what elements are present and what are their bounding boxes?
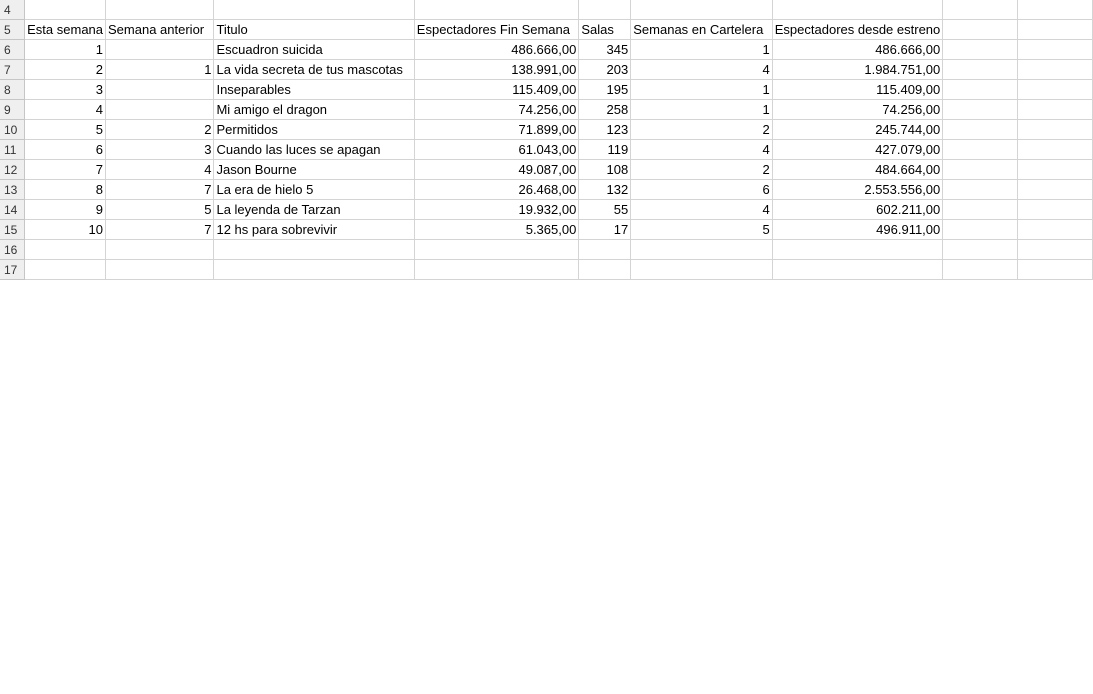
total-viewers-cell[interactable]: 1.984.751,00 xyxy=(772,60,943,80)
screens-cell[interactable]: 119 xyxy=(579,140,631,160)
cell[interactable] xyxy=(943,240,1018,260)
screens-cell[interactable]: 108 xyxy=(579,160,631,180)
cell[interactable] xyxy=(943,160,1018,180)
title-cell[interactable]: La leyenda de Tarzan xyxy=(214,200,414,220)
cell[interactable] xyxy=(943,220,1018,240)
spreadsheet-grid xyxy=(0,0,1093,280)
sheet-row xyxy=(0,260,1093,280)
row-header[interactable]: 5 xyxy=(0,20,25,40)
total-viewers-cell[interactable]: 115.409,00 xyxy=(772,80,943,100)
cell[interactable] xyxy=(414,0,579,20)
title-cell[interactable]: 12 hs para sobrevivir xyxy=(214,220,414,240)
weekend-viewers-cell[interactable]: 486.666,00 xyxy=(414,40,579,60)
screens-cell[interactable]: 123 xyxy=(579,120,631,140)
previous-rank-cell[interactable]: 1 xyxy=(106,60,214,80)
previous-rank-cell[interactable]: 7 xyxy=(106,180,214,200)
weeks-cell[interactable]: 2 xyxy=(631,120,773,140)
header-salas[interactable]: Salas xyxy=(579,20,631,40)
table-row xyxy=(0,60,1093,80)
rank-cell[interactable]: 9 xyxy=(25,200,106,220)
total-viewers-cell[interactable]: 484.664,00 xyxy=(772,160,943,180)
cell[interactable] xyxy=(414,260,579,280)
sheet-row xyxy=(0,0,1093,20)
weekend-viewers-cell[interactable]: 49.087,00 xyxy=(414,160,579,180)
total-viewers-cell[interactable]: 2.553.556,00 xyxy=(772,180,943,200)
cell[interactable] xyxy=(1018,180,1093,200)
cell[interactable] xyxy=(1018,140,1093,160)
header-espectadores-estreno[interactable]: Espectadores desde estreno xyxy=(772,20,943,40)
title-cell[interactable]: Jason Bourne xyxy=(214,160,414,180)
title-cell[interactable]: La era de hielo 5 xyxy=(214,180,414,200)
header-row xyxy=(0,20,1093,40)
weeks-cell[interactable]: 5 xyxy=(631,220,773,240)
cell[interactable] xyxy=(943,0,1018,20)
header-espectadores-fin-semana[interactable]: Espectadores Fin Semana xyxy=(414,20,579,40)
table-row xyxy=(0,200,1093,220)
weeks-cell[interactable]: 4 xyxy=(631,140,773,160)
screens-cell[interactable]: 132 xyxy=(579,180,631,200)
total-viewers-cell[interactable]: 496.911,00 xyxy=(772,220,943,240)
table-row xyxy=(0,100,1093,120)
cell[interactable] xyxy=(414,240,579,260)
cell[interactable] xyxy=(772,260,943,280)
rank-cell[interactable]: 1 xyxy=(25,40,106,60)
cell[interactable] xyxy=(772,0,943,20)
table-row xyxy=(0,220,1093,240)
rank-cell[interactable]: 10 xyxy=(25,220,106,240)
row-header[interactable]: 15 xyxy=(0,220,25,240)
previous-rank-cell[interactable]: 5 xyxy=(106,200,214,220)
cell[interactable] xyxy=(943,20,1018,40)
cell[interactable] xyxy=(1018,200,1093,220)
cell[interactable] xyxy=(943,140,1018,160)
screens-cell[interactable]: 203 xyxy=(579,60,631,80)
cell[interactable] xyxy=(772,240,943,260)
previous-rank-cell[interactable] xyxy=(106,100,214,120)
table-row xyxy=(0,140,1093,160)
row-header[interactable]: 17 xyxy=(0,260,25,280)
cell[interactable] xyxy=(579,260,631,280)
cell[interactable] xyxy=(579,240,631,260)
row-header[interactable]: 16 xyxy=(0,240,25,260)
total-viewers-cell[interactable]: 74.256,00 xyxy=(772,100,943,120)
weekend-viewers-cell[interactable]: 5.365,00 xyxy=(414,220,579,240)
cell[interactable] xyxy=(943,260,1018,280)
weeks-cell[interactable]: 2 xyxy=(631,160,773,180)
cell[interactable] xyxy=(631,260,773,280)
weekend-viewers-cell[interactable]: 71.899,00 xyxy=(414,120,579,140)
cell[interactable] xyxy=(1018,40,1093,60)
cell[interactable] xyxy=(25,240,106,260)
cell[interactable] xyxy=(943,100,1018,120)
previous-rank-cell[interactable]: 4 xyxy=(106,160,214,180)
cell[interactable] xyxy=(214,240,414,260)
cell[interactable] xyxy=(25,260,106,280)
cell[interactable] xyxy=(1018,220,1093,240)
previous-rank-cell[interactable]: 7 xyxy=(106,220,214,240)
title-cell[interactable]: La vida secreta de tus mascotas xyxy=(214,60,414,80)
cell[interactable] xyxy=(1018,60,1093,80)
row-header[interactable]: 6 xyxy=(0,40,25,60)
total-viewers-cell[interactable]: 245.744,00 xyxy=(772,120,943,140)
cell[interactable] xyxy=(106,0,214,20)
cell[interactable] xyxy=(1018,100,1093,120)
weeks-cell[interactable]: 1 xyxy=(631,80,773,100)
previous-rank-cell[interactable]: 2 xyxy=(106,120,214,140)
header-semanas-cartelera[interactable]: Semanas en Cartelera xyxy=(631,20,773,40)
cell[interactable] xyxy=(1018,240,1093,260)
cell[interactable] xyxy=(579,0,631,20)
header-titulo[interactable]: Titulo xyxy=(214,20,414,40)
row-header[interactable]: 7 xyxy=(0,60,25,80)
rank-cell[interactable]: 5 xyxy=(25,120,106,140)
cell[interactable] xyxy=(1018,120,1093,140)
table-row xyxy=(0,160,1093,180)
rank-cell[interactable]: 2 xyxy=(25,60,106,80)
cell[interactable] xyxy=(1018,160,1093,180)
row-header[interactable]: 13 xyxy=(0,180,25,200)
rank-cell[interactable]: 7 xyxy=(25,160,106,180)
cell[interactable] xyxy=(631,0,773,20)
previous-rank-cell[interactable] xyxy=(106,80,214,100)
weeks-cell[interactable]: 4 xyxy=(631,60,773,80)
cell[interactable] xyxy=(214,0,414,20)
title-cell[interactable]: Cuando las luces se apagan xyxy=(214,140,414,160)
cell[interactable] xyxy=(106,260,214,280)
row-header[interactable]: 12 xyxy=(0,160,25,180)
cell[interactable] xyxy=(943,120,1018,140)
header-esta-semana[interactable]: Esta semana xyxy=(25,20,106,40)
row-header[interactable]: 10 xyxy=(0,120,25,140)
previous-rank-cell[interactable] xyxy=(106,40,214,60)
screens-cell[interactable]: 55 xyxy=(579,200,631,220)
title-cell[interactable]: Inseparables xyxy=(214,80,414,100)
cell[interactable] xyxy=(106,240,214,260)
screens-cell[interactable]: 17 xyxy=(579,220,631,240)
title-cell[interactable]: Mi amigo el dragon xyxy=(214,100,414,120)
rank-cell[interactable]: 8 xyxy=(25,180,106,200)
cell[interactable] xyxy=(1018,20,1093,40)
cell[interactable] xyxy=(214,260,414,280)
cell[interactable] xyxy=(1018,80,1093,100)
cell[interactable] xyxy=(25,0,106,20)
table-row xyxy=(0,40,1093,60)
table-row xyxy=(0,80,1093,100)
cell[interactable] xyxy=(943,200,1018,220)
rank-cell[interactable]: 4 xyxy=(25,100,106,120)
weeks-cell[interactable]: 1 xyxy=(631,40,773,60)
weeks-cell[interactable]: 6 xyxy=(631,180,773,200)
total-viewers-cell[interactable]: 427.079,00 xyxy=(772,140,943,160)
title-cell[interactable]: Permitidos xyxy=(214,120,414,140)
weekend-viewers-cell[interactable]: 61.043,00 xyxy=(414,140,579,160)
sheet-row xyxy=(0,240,1093,260)
screens-cell[interactable]: 195 xyxy=(579,80,631,100)
weekend-viewers-cell[interactable]: 19.932,00 xyxy=(414,200,579,220)
total-viewers-cell[interactable]: 602.211,00 xyxy=(772,200,943,220)
row-header[interactable]: 8 xyxy=(0,80,25,100)
cell[interactable] xyxy=(631,240,773,260)
header-semana-anterior[interactable]: Semana anterior xyxy=(106,20,214,40)
title-cell[interactable]: Escuadron suicida xyxy=(214,40,414,60)
total-viewers-cell[interactable]: 486.666,00 xyxy=(772,40,943,60)
rank-cell[interactable]: 3 xyxy=(25,80,106,100)
weekend-viewers-cell[interactable]: 74.256,00 xyxy=(414,100,579,120)
rank-cell[interactable]: 6 xyxy=(25,140,106,160)
cell[interactable] xyxy=(943,40,1018,60)
row-header[interactable]: 11 xyxy=(0,140,25,160)
weeks-cell[interactable]: 4 xyxy=(631,200,773,220)
cell[interactable] xyxy=(943,80,1018,100)
previous-rank-cell[interactable]: 3 xyxy=(106,140,214,160)
screens-cell[interactable]: 258 xyxy=(579,100,631,120)
screens-cell[interactable]: 345 xyxy=(579,40,631,60)
cell[interactable] xyxy=(943,60,1018,80)
table-row xyxy=(0,180,1093,200)
table-row xyxy=(0,120,1093,140)
weekend-viewers-cell[interactable]: 26.468,00 xyxy=(414,180,579,200)
cell[interactable] xyxy=(1018,260,1093,280)
weekend-viewers-cell[interactable]: 138.991,00 xyxy=(414,60,579,80)
cell[interactable] xyxy=(1018,0,1093,20)
row-header[interactable]: 4 xyxy=(0,0,25,20)
row-header[interactable]: 9 xyxy=(0,100,25,120)
weekend-viewers-cell[interactable]: 115.409,00 xyxy=(414,80,579,100)
row-header[interactable]: 14 xyxy=(0,200,25,220)
cell[interactable] xyxy=(943,180,1018,200)
weeks-cell[interactable]: 1 xyxy=(631,100,773,120)
